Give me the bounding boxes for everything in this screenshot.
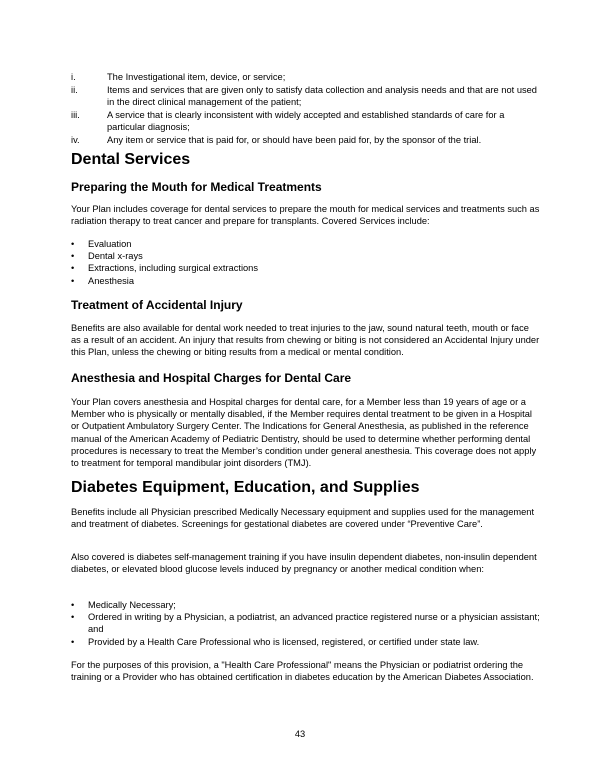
list-item-number: iv. <box>71 134 80 145</box>
list-item-text: Items and services that are given only to satisfy data collection and analysis needs and that are not used in the direct clinical management of the patient; <box>107 84 537 107</box>
diabetes-paragraph-3: For the purposes of this provision, a "Health Care Professional" means the Physician or podiatrist ordering the training or a Provider who has obtained certification in diabetes education by the American Diabetes Association. <box>71 660 534 683</box>
list-item-text: The Investigational item, device, or service; <box>107 72 286 82</box>
anesthesia-paragraph: Your Plan covers anesthesia and Hospital charges for dental care, for a Member less than 19 years of age or a Member who is physically or mentally disabled, if the Member requires dental treatment to be given in a Hospital or Outpatient Ambulatory Surgery Center. The Indications for General Anesthesia, as published in the reference manual of the American Academy of Pediatric Dentistry, should be used to determine whether performing dental procedures is necessary to treat the Member’s condition under general anesthesia. This coverage does not apply to treatment for temporal mandibular joint disorders (TMJ). <box>71 397 537 469</box>
list-item-number: i. <box>71 72 76 82</box>
bullet-icon: • <box>71 275 75 286</box>
list-item-text: Anesthesia <box>88 275 134 286</box>
list-item <box>71 250 541 262</box>
page-number: 43 <box>294 729 306 739</box>
list-item-text: Extractions, including surgical extractions <box>88 263 259 274</box>
dental-section-heading-block <box>71 150 541 170</box>
list-item <box>71 636 541 648</box>
diabetes-p3-block <box>71 659 541 683</box>
anesthesia-body-block <box>71 396 541 469</box>
list-item <box>71 134 541 147</box>
list-item <box>71 84 541 109</box>
list-item <box>71 71 541 84</box>
list-item <box>71 599 541 611</box>
bullet-icon: • <box>71 612 75 623</box>
accidental-body-block <box>71 322 541 359</box>
list-item-text: Dental x-rays <box>88 251 143 262</box>
training-conditions-list <box>71 599 541 648</box>
diabetes-section-title: Diabetes Equipment, Education, and Supplies <box>71 479 420 496</box>
anesthesia-heading: Anesthesia and Hospital Charges for Dental Care <box>71 371 352 385</box>
investigational-list <box>71 71 541 146</box>
bullet-icon: • <box>71 263 75 274</box>
list-item-number: ii. <box>71 84 78 95</box>
covered-services-list <box>71 238 541 287</box>
list-item-text: Medically Necessary; <box>88 600 176 610</box>
anesthesia-heading-block <box>71 371 541 386</box>
list-item <box>71 611 541 635</box>
preparing-heading: Preparing the Mouth for Medical Treatments <box>71 180 322 194</box>
list-item <box>71 262 541 274</box>
diabetes-paragraph-2: Also covered is diabetes self-management training if you have insulin dependent diabetes, non-insulin dependent diabetes, or elevated blood glucose levels induced by pregnancy or another medical condition when: <box>71 552 537 575</box>
bullet-icon: • <box>71 600 75 610</box>
diabetes-p1-block <box>71 506 541 530</box>
list-item-text: Any item or service that is paid for, or should have been paid for, by the sponsor of the trial. <box>107 134 482 145</box>
list-item-text: Provided by a Health Care Professional who is licensed, registered, or certified under state law. <box>88 636 480 647</box>
accidental-heading: Treatment of Accidental Injury <box>71 298 243 312</box>
list-item-text: Ordered in writing by a Physician, a podiatrist, an advanced practice registered nurse or a physician assistant; and <box>88 612 540 635</box>
list-item-text: A service that is clearly inconsistent with widely accepted and established standards of care for a particular diagnosis; <box>107 109 505 132</box>
bullet-icon: • <box>71 251 75 262</box>
bullet-icon: • <box>71 636 75 647</box>
accidental-paragraph: Benefits are also available for dental work needed to treat injuries to the jaw, sound natural teeth, mouth or face as a result of an accident. An injury that results from chewing or biting is not considered an Accidental Injury under this Plan, unless the chewing or biting results from a medical or mental condition. <box>71 323 540 358</box>
list-item-number: iii. <box>71 109 80 120</box>
list-item <box>71 238 541 250</box>
list-item-text: Evaluation <box>88 239 132 249</box>
bullet-icon: • <box>71 239 75 249</box>
accidental-heading-block <box>71 298 541 313</box>
diabetes-paragraph-1: Benefits include all Physician prescribed Medically Necessary equipment and supplies used for the management and treatment of diabetes. Screenings for gestational diabetes are covered under “Preventive Care”. <box>71 507 535 530</box>
preparing-body-block <box>71 203 541 227</box>
list-item <box>71 109 541 134</box>
list-item <box>71 275 541 287</box>
preparing-heading-block <box>71 180 541 195</box>
diabetes-section-heading-block <box>71 478 541 498</box>
dental-section-title: Dental Services <box>71 151 191 168</box>
preparing-paragraph: Your Plan includes coverage for dental services to prepare the mouth for medical services and treatments such as radiation therapy to treat cancer and prepare for transplants. Covered Services include: <box>71 204 540 227</box>
diabetes-p2-block <box>71 551 541 575</box>
